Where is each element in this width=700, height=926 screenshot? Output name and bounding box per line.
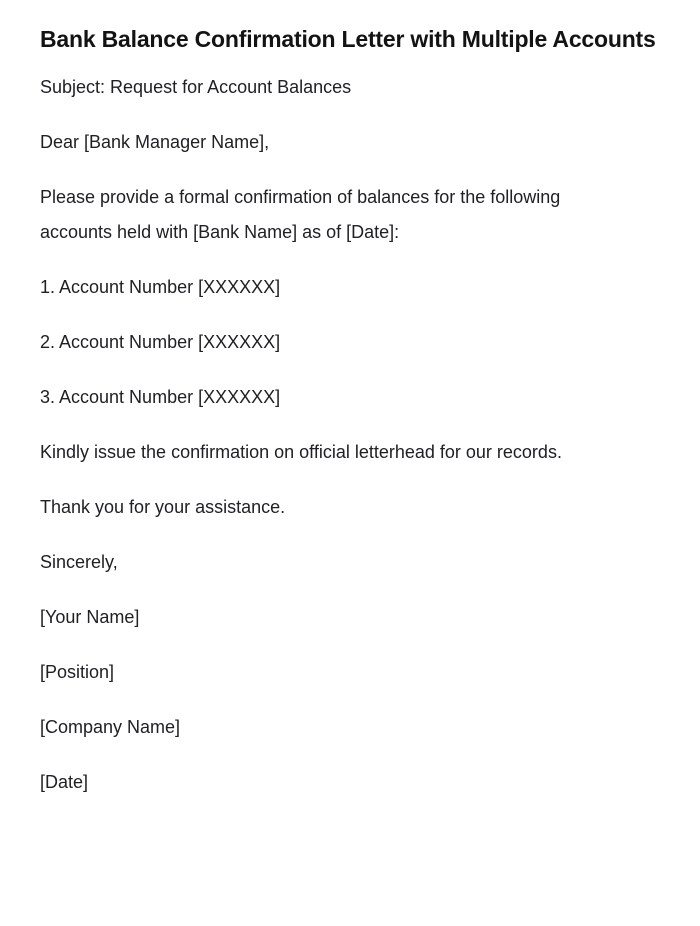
letterhead-request: Kindly issue the confirmation on official letterhead for our records. <box>40 442 562 462</box>
account-item-3: 3. Account Number [XXXXXX] <box>40 387 281 407</box>
signature-date: [Date] <box>40 772 89 792</box>
account-item-2: 2. Account Number [XXXXXX] <box>40 332 281 352</box>
thanks-line: Thank you for your assistance. <box>40 497 286 517</box>
account-item-1: 1. Account Number [XXXXXX] <box>40 277 281 297</box>
request-paragraph: Please provide a formal confirmation of balances for the following accounts held with [Bank Name] as of [Date]: <box>40 187 561 242</box>
page-title: Bank Balance Confirmation Letter with Multiple Accounts <box>40 26 656 52</box>
signature-position: [Position] <box>40 662 115 682</box>
salutation: Dear [Bank Manager Name], <box>40 132 270 152</box>
subject-line: Subject: Request for Account Balances <box>40 77 352 97</box>
closing: Sincerely, <box>40 552 118 572</box>
signature-company: [Company Name] <box>40 717 181 737</box>
signature-name: [Your Name] <box>40 607 140 627</box>
